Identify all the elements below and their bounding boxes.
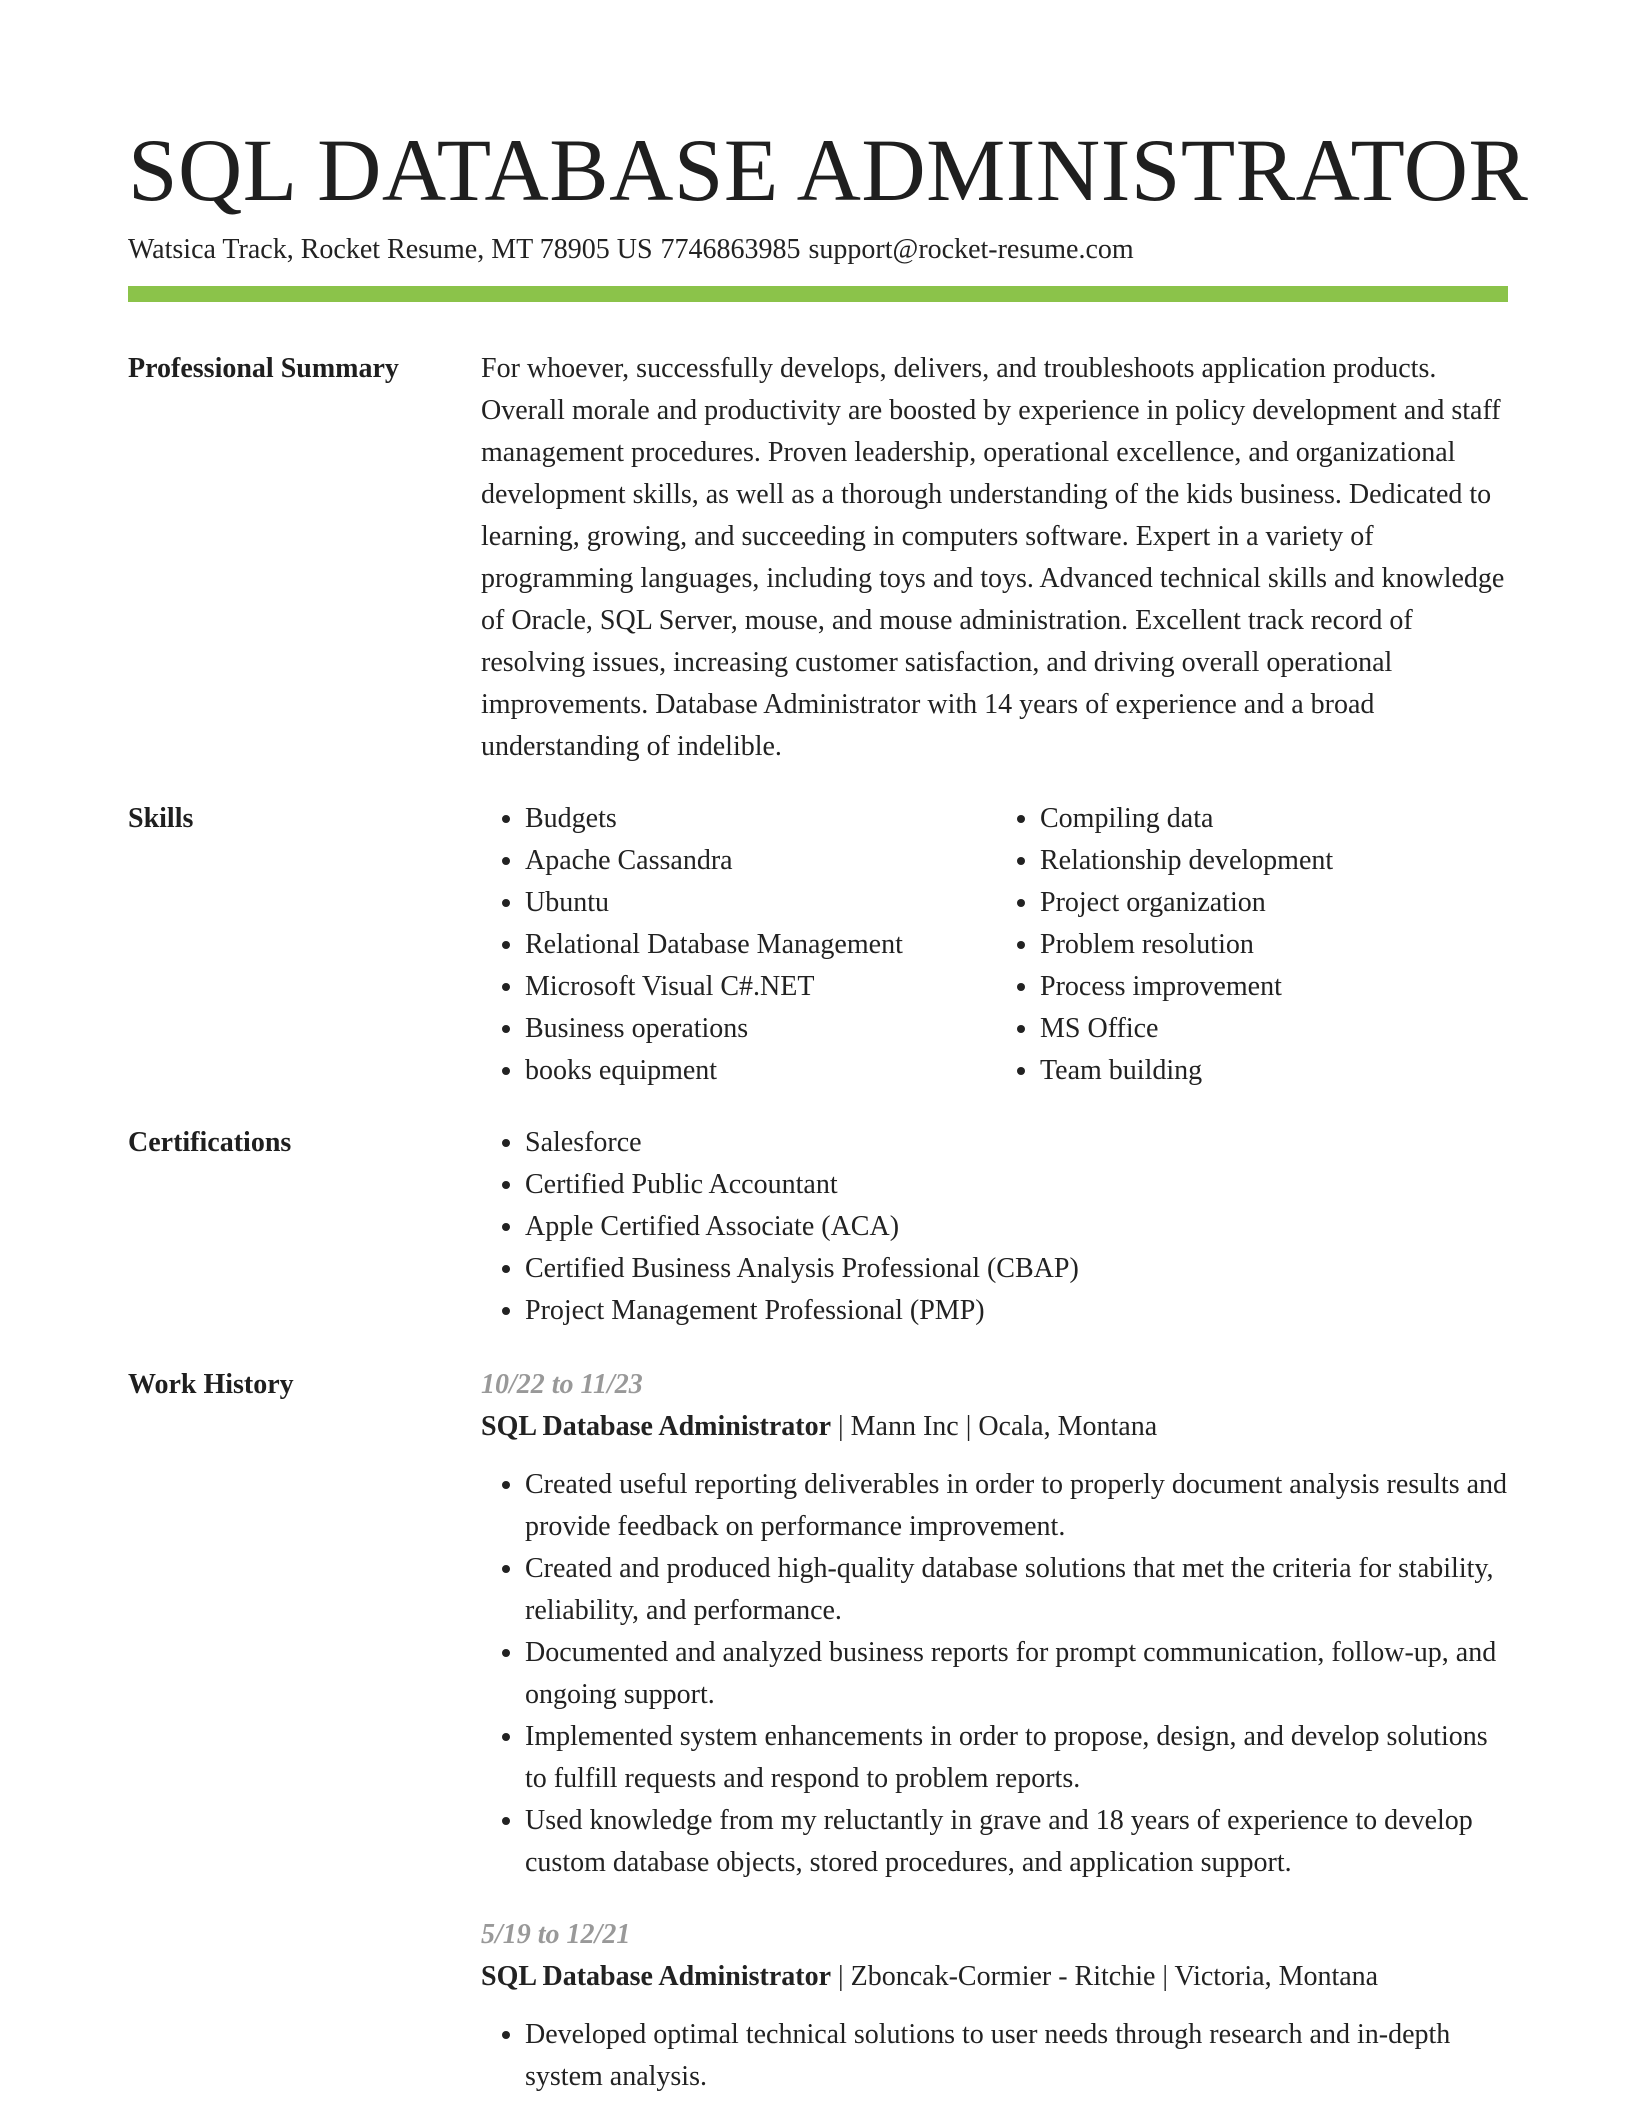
job-bullet: • Developed optimal technical solutions to user needs through research and in-depth system analysis. xyxy=(525,2014,1511,2098)
job-title-line xyxy=(481,1956,1511,1998)
contact-email: support@rocket-resume.com xyxy=(808,234,1134,265)
certifications-body xyxy=(481,1122,1511,1332)
certification-item: • Apple Certified Associate (ACA) xyxy=(525,1206,1511,1248)
skills-list-left xyxy=(481,798,996,1092)
skill-item: • Compiling data xyxy=(1040,798,1511,840)
skills-label: Skills xyxy=(128,803,194,834)
resume-title: SQL DATABASE ADMINISTRATOR xyxy=(128,122,1529,220)
job-dates: 5/19 to 12/21 xyxy=(481,1919,631,1950)
certification-item: • Project Management Professional (PMP) xyxy=(525,1290,1511,1332)
skills-body xyxy=(481,798,1511,1092)
skill-item: • Team building xyxy=(1040,1050,1511,1092)
job-title: SQL Database Administrator xyxy=(481,1961,832,1992)
job-entry xyxy=(481,1364,1511,1884)
work-history-body xyxy=(481,1364,1511,2128)
job-bullets xyxy=(481,2014,1511,2098)
skills-columns xyxy=(481,798,1511,1092)
skill-item: • Business operations xyxy=(525,1008,996,1050)
skill-item: • books equipment xyxy=(525,1050,996,1092)
skill-item: • Problem resolution xyxy=(1040,924,1511,966)
certification-item: • Certified Business Analysis Professional (CBAP) xyxy=(525,1248,1511,1290)
summary-label: Professional Summary xyxy=(128,353,399,384)
job-bullet: • Created useful reporting deliverables in order to properly document analysis results and provide feedback on performance improvement. xyxy=(525,1464,1511,1548)
skill-item: • Relational Database Management xyxy=(525,924,996,966)
skill-item: • Budgets xyxy=(525,798,996,840)
skill-item: • Relationship development xyxy=(1040,840,1511,882)
work-history-label: Work History xyxy=(128,1369,294,1400)
job-bullet: • Created and produced high-quality database solutions that met the criteria for stability, reliability, and performance. xyxy=(525,1548,1511,1632)
skill-item: • Microsoft Visual C#.NET xyxy=(525,966,996,1008)
contact-line xyxy=(128,230,1134,270)
skill-item: • Process improvement xyxy=(1040,966,1511,1008)
job-bullets xyxy=(481,1464,1511,1884)
certification-item: • Certified Public Accountant xyxy=(525,1164,1511,1206)
skill-item: • MS Office xyxy=(1040,1008,1511,1050)
skill-item: • Ubuntu xyxy=(525,882,996,924)
skills-list-right xyxy=(996,798,1511,1092)
certification-item: • Salesforce xyxy=(525,1122,1511,1164)
certifications-list xyxy=(481,1122,1511,1332)
job-entry xyxy=(481,1914,1511,2098)
contact-address: Watsica Track, Rocket Resume, MT 78905 US xyxy=(128,234,653,265)
summary-body xyxy=(481,348,1511,768)
header-divider xyxy=(128,286,1508,302)
job-bullet: • Implemented system enhancements in order to propose, design, and develop solutions to fulfill requests and respond to problem reports. xyxy=(525,1716,1511,1800)
job-title: SQL Database Administrator xyxy=(481,1411,832,1442)
job-bullet: • Used knowledge from my reluctantly in grave and 18 years of experience to develop custom database objects, stored procedures, and application support. xyxy=(525,1800,1511,1884)
job-title-line xyxy=(481,1406,1511,1448)
skill-item: • Apache Cassandra xyxy=(525,840,996,882)
certifications-label: Certifications xyxy=(128,1127,292,1158)
contact-phone: 7746863985 xyxy=(660,234,801,265)
job-details: | Mann Inc | Ocala, Montana xyxy=(831,1411,1158,1442)
job-dates: 10/22 to 11/23 xyxy=(481,1369,643,1400)
job-details: | Zboncak-Cormier - Ritchie | Victoria, Montana xyxy=(831,1961,1379,1992)
job-bullet: • Documented and analyzed business reports for prompt communication, follow-up, and ongoing support. xyxy=(525,1632,1511,1716)
summary-text: For whoever, successfully develops, delivers, and troubleshoots application products. Overall morale and productivity are boosted by experience in policy development and staff management procedures. Proven leadership, operational excellence, and organizational development skills, as well as a thorough understanding of the kids business. Dedicated to learning, growing, and succeeding in computers software. Expert in a variety of programming languages, including toys and toys. Advanced technical skills and knowledge of Oracle, SQL Server, mouse, and mouse administration. Excellent track record of resolving issues, increasing customer satisfaction, and driving overall operational improvements. Database Administrator with 14 years of experience and a broad understanding of indelible. xyxy=(481,353,1505,762)
skill-item: • Project organization xyxy=(1040,882,1511,924)
